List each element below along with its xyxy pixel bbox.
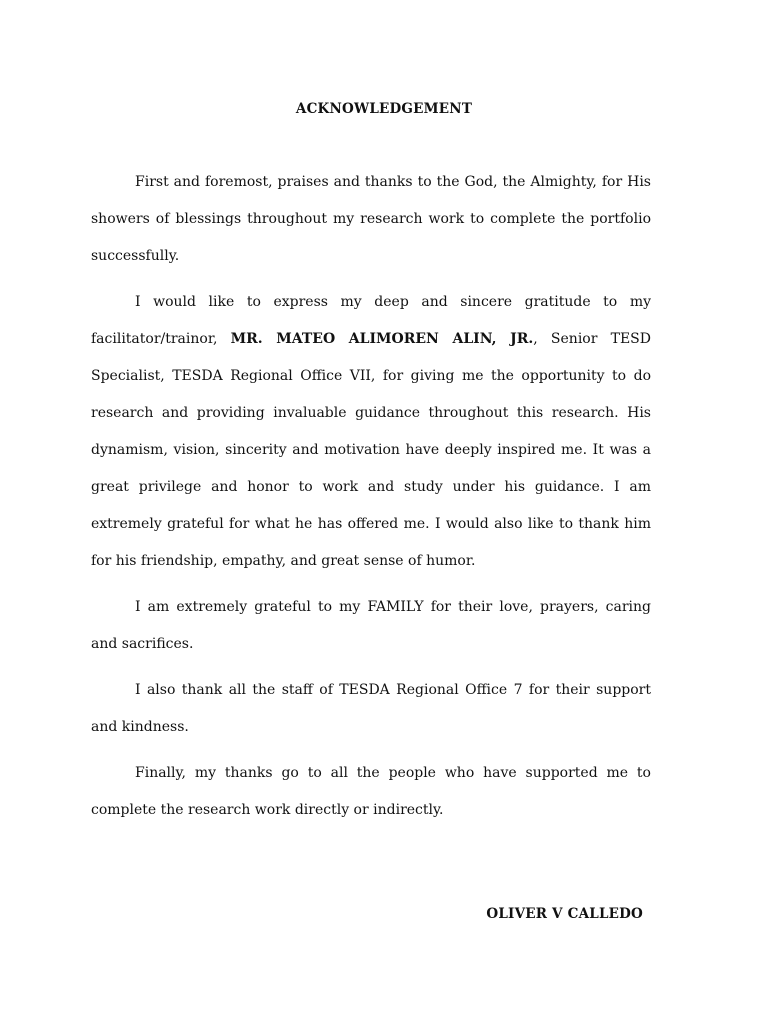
paragraph-staff: I also thank all the staff of TESDA Regional Office 7 for their support and kindness. [91, 682, 651, 735]
signature-name: OLIVER V CALLEDO [486, 906, 643, 922]
paragraph-facilitator-intro: I would like to express my deep and sincere gratitude to my facilitator/trainor, [91, 294, 651, 347]
facilitator-name: MR. MATEO ALIMOREN ALIN, JR. [230, 331, 534, 347]
paragraph-praise: First and foremost, praises and thanks to the God, the Almighty, for His showers of blessings throughout my research work to complete the portfolio successfully. [91, 174, 651, 264]
document-title: ACKNOWLEDGEMENT [295, 101, 473, 117]
paragraph-facilitator-rest: , Senior TESD Specialist, TESDA Regional Office VII, for giving me the opportunity to do research and providing invaluable guidance throughout this research. His dynamism, vision, sincerity and motivation have deeply inspired me. It was a great privilege and honor to work and study under his guidance. I am extremely grateful for what he has offered me. I would also like to thank him for his friendship, empathy, and great sense of humor. [91, 331, 651, 569]
paragraph-supporters: Finally, my thanks go to all the people who have supported me to complete the research work directly or indirectly. [91, 765, 651, 818]
document-body [91, 164, 651, 838]
paragraph-facilitator [91, 284, 651, 580]
paragraph-family: I am extremely grateful to my FAMILY for their love, prayers, caring and sacrifices. [91, 599, 651, 652]
